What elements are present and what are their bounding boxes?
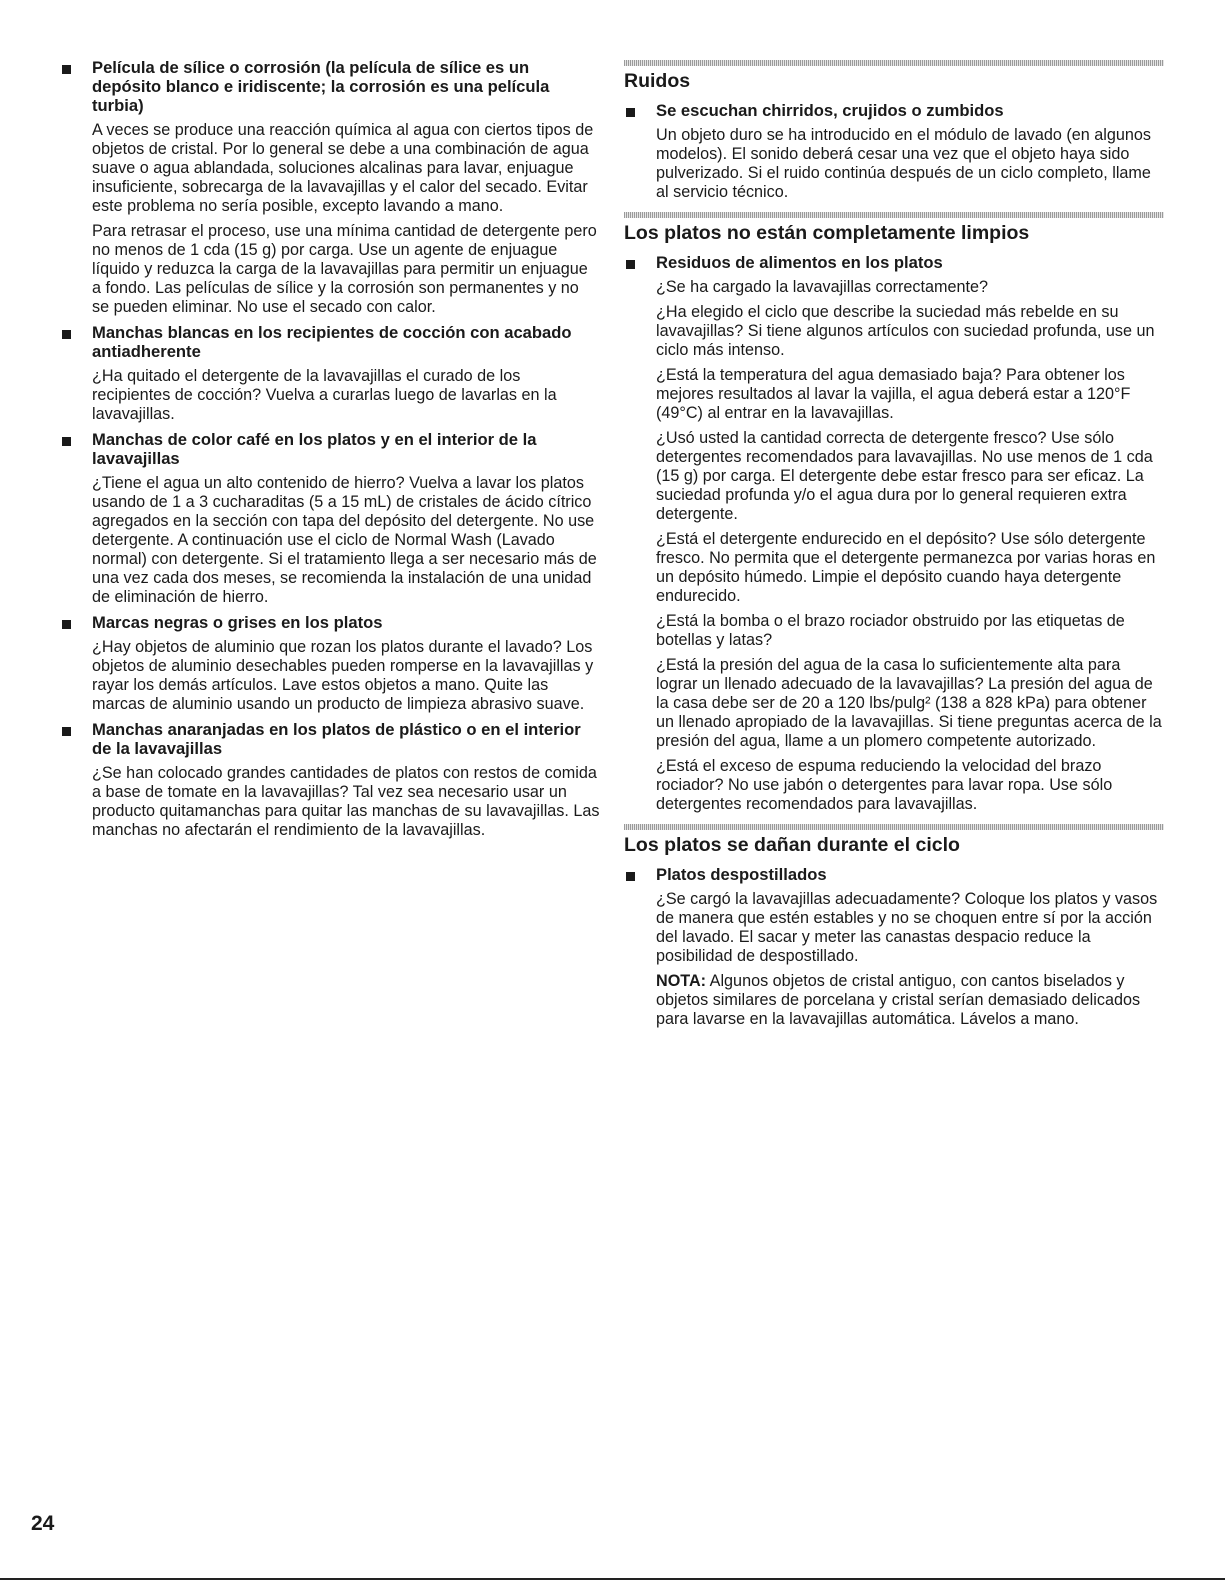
section-divider: [624, 824, 1164, 830]
troubleshoot-item-black-gray-marks: [60, 613, 600, 714]
item-paragraph: ¿Ha elegido el ciclo que describe la suciedad más rebelde en su lavavajillas? Si tiene algunos artículos con suciedad profunda, use un ciclo más intenso.: [656, 303, 1155, 359]
section-divider: [624, 60, 1164, 66]
page-number: 24: [31, 1512, 55, 1535]
left-column: [60, 58, 600, 846]
section-dishes-damaged: [624, 824, 1164, 1029]
bullet-marker: [626, 872, 635, 881]
troubleshoot-item-white-spots-cookware: [60, 323, 600, 424]
troubleshoot-item-orange-stains: [60, 720, 600, 840]
bullet-marker: [62, 330, 71, 339]
item-paragraph: ¿Está el exceso de espuma reduciendo la velocidad del brazo rociador? No use jabón o detergentes para lavar ropa. Use sólo detergentes recomendados para lavavajillas.: [656, 757, 1113, 813]
item-title: Película de sílice o corrosión (la película de sílice es un depósito blanco e iridiscente; la corrosión es una película turbia): [92, 58, 550, 115]
note-text: Algunos objetos de cristal antiguo, con cantos biselados y objetos similares de porcelana y cristal serían demasiado delicados para lavarse en la lavavajillas automática. Lávelos a mano.: [656, 972, 1141, 1028]
troubleshoot-item-chipped-dishes: [624, 865, 1164, 1029]
section-heading: Ruidos: [624, 70, 691, 92]
troubleshoot-item-food-residue: [624, 253, 1164, 814]
item-paragraph: ¿Tiene el agua un alto contenido de hierro? Vuelva a lavar los platos usando de 1 a 3 cucharaditas (5 a 15 mL) de cristales de ácido cítrico agregados en la sección con tapa del depósito del detergente. No use detergente. A continuación use el ciclo de Normal Wash (Lavado normal) con detergente. Si el tratamiento llega a ser necesario más de una vez cada dos meses, se recomienda la instalación de una unidad de eliminación de hierro.: [92, 474, 597, 606]
bullet-marker: [62, 727, 71, 736]
item-paragraph: ¿Está la bomba o el brazo rociador obstruido por las etiquetas de botellas y latas?: [656, 612, 1125, 649]
item-title: Marcas negras o grises en los platos: [92, 613, 383, 632]
troubleshoot-item-silica-film: [60, 58, 600, 317]
item-title: Platos despostillados: [656, 865, 827, 884]
item-paragraph: ¿Se cargó la lavavajillas adecuadamente? Coloque los platos y vasos de manera que estén estables y no se choquen entre sí por la acción del lavado. El sacar y meter las canastas despacio reduce la posibilidad de despostillado.: [656, 890, 1158, 965]
item-paragraph: ¿Hay objetos de aluminio que rozan los platos durante el lavado? Los objetos de aluminio desechables pueden romperse en la lavavajillas y rayar los demás artículos. Lave estos objetos a mano. Quite las marcas de aluminio usando un producto de limpieza abrasivo suave.: [92, 638, 594, 713]
bottom-divider: [0, 1578, 1225, 1580]
section-noises: [624, 60, 1164, 202]
section-heading: Los platos no están completamente limpios: [624, 222, 1030, 244]
section-heading: Los platos se dañan durante el ciclo: [624, 834, 960, 856]
item-paragraph: ¿Ha quitado el detergente de la lavavajillas el curado de los recipientes de cocción? Vuelva a curarlas luego de lavarlas en la lavavajillas.: [92, 367, 557, 423]
item-paragraph: ¿Se han colocado grandes cantidades de platos con restos de comida a base de tomate en la lavavajillas? Tal vez sea necesario usar un producto quitamanchas para quitar las manchas de su lavavajillas. Las manchas no afectarán el rendimiento de la lavavajillas.: [92, 764, 600, 839]
item-paragraph: A veces se produce una reacción química al agua con ciertos tipos de objetos de cristal. Por lo general se debe a una combinación de agua suave o agua ablandada, soluciones alcalinas para lavar, enjuague insuficiente, sobrecarga de la lavavajillas y el calor del secado. Evitar este problema no sería posible, excepto lavando a mano.: [92, 121, 594, 215]
troubleshoot-item-brown-stains: [60, 430, 600, 607]
item-paragraph: ¿Usó usted la cantidad correcta de detergente fresco? Use sólo detergentes recomendados para lavavajillas. No use menos de 1 cda (15 g) por carga. El detergente debe estar fresco para ser eficaz. La suciedad profunda y/o el agua dura por lo general requieren extra detergente.: [656, 429, 1153, 523]
item-title: Manchas de color café en los platos y en el interior de la lavavajillas: [92, 430, 537, 468]
bullet-marker: [62, 65, 71, 74]
troubleshoot-item-squeaks: [624, 101, 1164, 202]
item-paragraph: Para retrasar el proceso, use una mínima cantidad de detergente pero no menos de 1 cda (15 g) por carga. Use un agente de enjuague líquido y reduzca la carga de la lavavajillas para permitir un enjuague a fondo. Las películas de sílice y la corrosión son permanentes y no se pueden eliminar. No use el secado con calor.: [92, 222, 597, 316]
bullet-marker: [62, 620, 71, 629]
bullet-marker: [626, 260, 635, 269]
item-paragraph: ¿Está la temperatura del agua demasiado baja? Para obtener los mejores resultados al lavar la vajilla, el agua deberá estar a 120°F (49°C) al entrar en la lavavajillas.: [656, 366, 1131, 422]
note-label: NOTA:: [656, 972, 707, 990]
item-paragraph: ¿Está el detergente endurecido en el depósito? Use sólo detergente fresco. No permita que el detergente permanezca por varias horas en un depósito húmedo. Limpie el depósito cuando haya detergente endurecido.: [656, 530, 1156, 605]
item-paragraph: ¿Está la presión del agua de la casa lo suficientemente alta para lograr un llenado adecuado de la lavavajillas? La presión del agua de la casa debe ser de 20 a 120 lbs/pulg² (138 a 828 kPa) para obtener un llenado apropiado de la lavavajillas. Si tiene preguntas acerca de la presión del agua, llame a un plomero competente autorizado.: [656, 656, 1162, 750]
section-divider: [624, 212, 1164, 218]
item-paragraph: Un objeto duro se ha introducido en el módulo de lavado (en algunos modelos). El sonido deberá cesar una vez que el objeto haya sido pulverizado. Si el ruido continúa después de un ciclo completo, llame al servicio técnico.: [656, 126, 1151, 201]
item-title: Manchas anaranjadas en los platos de plástico o en el interior de la lavavajillas: [92, 720, 581, 758]
item-title: Manchas blancas en los recipientes de cocción con acabado antiadherente: [92, 323, 572, 361]
bullet-marker: [62, 437, 71, 446]
item-title: Residuos de alimentos en los platos: [656, 253, 943, 272]
item-title: Se escuchan chirridos, crujidos o zumbidos: [656, 101, 1004, 120]
note-paragraph: [656, 972, 1164, 1029]
right-column: [624, 60, 1164, 1039]
section-dishes-not-clean: [624, 212, 1164, 814]
bullet-marker: [626, 108, 635, 117]
item-paragraph: ¿Se ha cargado la lavavajillas correctamente?: [656, 278, 989, 296]
